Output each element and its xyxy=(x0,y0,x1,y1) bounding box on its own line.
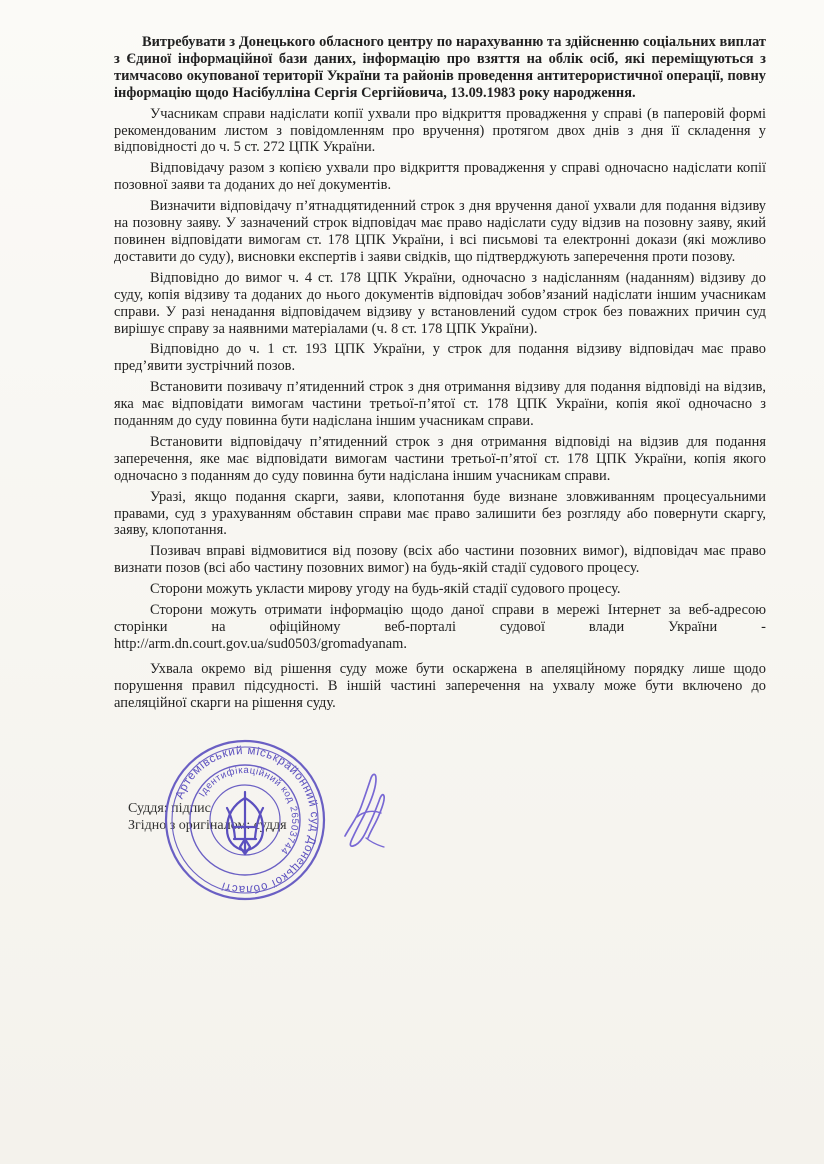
paragraph-2: Відповідачу разом з копією ухвали про відкриття провадження у справі одночасно надіслати копії позовної заяви та доданих до неї документів. xyxy=(114,160,766,194)
stamp-outer-textpath: Артемівський міськрайонний суд Донецької області xyxy=(173,744,321,896)
paragraph-1: Учасникам справи надіслати копії ухвали про відкриття провадження у справі (в паперовій формі рекомендованим листом з повідомленням про вручення) протягом двох днів з дня її складення у відповідності до ч. 5 ст. 272 ЦПК України. xyxy=(114,105,766,156)
paragraph-3: Визначити відповідачу п’ятнадцятиденний строк з дня вручення даної ухвали для подання відзиву на позовну заяву. У зазначений строк відповідач має право надіслати суду відзив на позовну заяву, який повинен відповідати вимогам ст. 178 ЦПК України, і всі письмові та електронні докази (які можливо доставити до суду), висновки експертів і заяви свідків, що підтверджують заперечення проти позову. xyxy=(114,198,766,265)
paragraph-12: Ухвала окремо від рішення суду може бути оскаржена в апеляційному порядку лише щодо порушення правил підсудності. В іншій частині заперечення на ухвалу може бути включено до апеляційної скарги на рішення суду. xyxy=(114,660,766,711)
handwritten-signature xyxy=(337,770,392,855)
paragraph-8: Уразі, якщо подання скарги, заяви, клопотання буде визнане зловживанням процесуальними правами, суд з урахуванням обставин справи має право залишити без розгляду або повернути скаргу, заяву, клопотання. xyxy=(114,488,766,539)
court-stamp xyxy=(160,735,330,905)
document-content xyxy=(114,34,766,712)
judge-signature-line: Суддя: підпис xyxy=(128,801,211,816)
copy-verification-line: Згідно з оригіналом: суддя xyxy=(128,818,287,833)
paragraph-11: Сторони можуть отримати інформацію щодо даної справи в мережі Інтернет за веб-адресою сторінки на офіційному веб-порталі судової влади України - http://arm.dn.court.gov.ua/sud0503/gromadyanam. xyxy=(114,602,766,652)
paragraph-10: Сторони можуть укласти мирову угоду на будь-якій стадії судового процесу. xyxy=(150,581,621,598)
paragraph-5: Відповідно до ч. 1 ст. 193 ЦПК України, у строк для подання відзиву відповідач має право пред’явити зустрічний позов. xyxy=(114,341,766,375)
paragraph-6: Встановити позивачу п’ятиденний строк з дня отримання відзиву для подання відповіді на відзив, яка має відповідати вимогам частини третьої-п’ятої ст. 178 ЦПК України, копія якої одночасно з поданням до суду повинна бути надіслана іншим учасникам справи. xyxy=(114,379,766,430)
court-stamp-svg xyxy=(160,735,330,905)
request-heading: Витребувати з Донецького обласного центру по нарахуванню та здійсненню соціальних виплат з Єдиної інформаційної бази даних, інформацію про взяття на облік осіб, які переміщуються з тимчасово окупованої території України та районів проведення антитерористичної операції, повну інформацію щодо Насібулліна Сергія Сергійовича, 13.09.1983 року народження. xyxy=(114,34,766,101)
trident-icon xyxy=(227,792,263,854)
paragraph-4: Відповідно до вимог ч. 4 ст. 178 ЦПК України, одночасно з надісланням (наданням) відзиву до суду, копія відзиву та доданих до нього документів відповідач зобов’язаний надіслати іншим учасникам справи. У разі ненадання відповідачем відзиву у встановлений судом строк без поважних причин суд вирішує справу за наявними матеріалами (ч. 8 ст. 178 ЦПК України). xyxy=(114,269,766,337)
paragraph-9: Позивач вправі відмовитися від позову (всіх або частини позовних вимог), відповідач має право визнати позов (всі або частину позовних вимог) на будь-якій стадії судового процесу. xyxy=(114,543,766,577)
paragraph-7: Встановити відповідачу п’ятиденний строк з дня отримання відповіді на відзив для подання заперечення, яке має відповідати вимогам частини третьої-п’ятої ст. 178 ЦПК України, копія якого одночасно з поданням до суду повинна бути надіслана іншим учасникам справи. xyxy=(114,433,766,484)
stamp-inner-textpath: Ідентифікаційний код 26503744 xyxy=(196,764,301,857)
